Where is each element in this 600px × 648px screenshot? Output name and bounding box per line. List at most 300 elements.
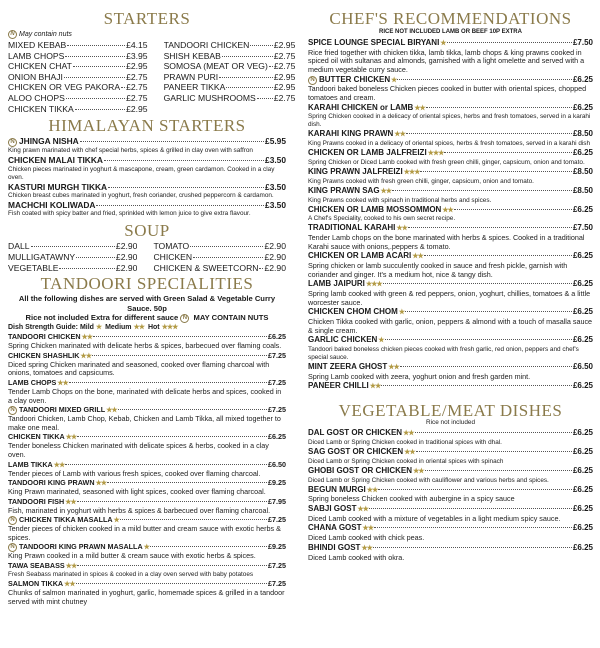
item-name bbox=[308, 186, 391, 197]
item-name-text: GARLIC CHICKEN bbox=[308, 335, 378, 345]
starters-right bbox=[164, 40, 296, 114]
item-price: £2.90 bbox=[115, 262, 138, 273]
star-icon: ★★ bbox=[356, 506, 368, 514]
item-price: £6.25 bbox=[572, 504, 593, 514]
item-price: £2.95 bbox=[126, 61, 148, 72]
menu-item bbox=[308, 167, 593, 186]
item-price: £6.50 bbox=[572, 362, 593, 372]
star-icon: ★★ bbox=[441, 206, 453, 214]
item-price: £2.90 bbox=[115, 251, 138, 262]
item-name-text: KING PRAWN SAG bbox=[308, 185, 380, 195]
menu-item bbox=[8, 561, 286, 579]
menu-item bbox=[308, 485, 593, 504]
item-name: DALL bbox=[8, 241, 30, 252]
item-header bbox=[308, 103, 593, 114]
item-header bbox=[308, 335, 593, 346]
item-header bbox=[308, 466, 593, 477]
item-description: Tender pieces of chicken cooked in a mild butter and cream sauce with exotic herbs & spices. bbox=[8, 524, 281, 542]
leader-dots bbox=[378, 489, 572, 490]
menu-item bbox=[8, 579, 286, 606]
item-price: £6.25 bbox=[572, 148, 593, 158]
star-icon: ★★ bbox=[395, 225, 407, 233]
item-price: £7.25 bbox=[268, 377, 286, 387]
leader-dots bbox=[31, 246, 115, 247]
nuts-icon: N bbox=[308, 76, 317, 85]
item-description: Chicken pieces marinated in yoghurt & mascapone, cream, green cardamon. Cooked in a clay oven. bbox=[8, 165, 275, 181]
item-name bbox=[8, 182, 107, 192]
star-icon: ★★ bbox=[413, 104, 425, 112]
item-name bbox=[8, 460, 64, 470]
menu-item bbox=[308, 381, 593, 392]
menu-item bbox=[308, 335, 593, 362]
menu-item bbox=[8, 104, 148, 115]
item-name-text: KARAHI KING PRAWN bbox=[308, 129, 394, 139]
star-icon: ★★ bbox=[412, 467, 424, 475]
menu-item bbox=[308, 307, 593, 335]
menu-item bbox=[8, 182, 286, 200]
item-price: £2.75 bbox=[126, 92, 148, 103]
soup-right bbox=[153, 241, 286, 273]
item-price: £2.95 bbox=[273, 82, 296, 93]
item-name: PRAWN PURI bbox=[163, 71, 219, 82]
star-icon: ★★ bbox=[64, 498, 76, 506]
leader-dots bbox=[69, 382, 267, 383]
item-header bbox=[8, 561, 286, 571]
item-name-text: LAMB TIKKA bbox=[8, 459, 53, 469]
item-price: £6.25 bbox=[572, 523, 593, 533]
item-name: GARLIC MUSHROOMS bbox=[163, 92, 256, 103]
item-description: Spring boneless Chicken cooked with aubergine in a spicy sauce bbox=[308, 494, 515, 504]
menu-item bbox=[308, 428, 593, 447]
menu-item bbox=[164, 72, 296, 83]
item-price: £7.25 bbox=[268, 405, 286, 415]
tandoori-note: All the following dishes are served with Green Salad & Vegetable Curry Sauce. 50p bbox=[18, 294, 276, 313]
nuts-icon: N bbox=[8, 30, 17, 39]
star-icon: ★★ bbox=[94, 480, 107, 488]
menu-item bbox=[8, 432, 286, 459]
star-icon: ★★ bbox=[360, 544, 372, 552]
strength-guide: Dish Strength Guide: Mild ★ Medium ★★ Hot ★★★ bbox=[8, 324, 178, 332]
leader-dots bbox=[190, 246, 263, 247]
item-description: Chunks of salmon marinated in yoghurt, garlic, homemade spices & grilled in a tandoor served with mint chutney bbox=[8, 588, 285, 606]
item-description: Diced spring Chicken marinated and seasoned, cooked over flaming charcoal with onions, tomatoes and capsicums. bbox=[8, 359, 270, 378]
nuts-icon: N bbox=[180, 314, 189, 323]
item-header bbox=[308, 186, 593, 197]
item-price: £8.50 bbox=[572, 166, 593, 176]
left-column bbox=[8, 0, 296, 606]
item-name-text: CHANA GOST bbox=[308, 523, 362, 533]
leader-dots bbox=[415, 432, 572, 433]
leader-dots bbox=[107, 482, 267, 483]
menu-item bbox=[8, 378, 286, 405]
star-icon: ★★★ bbox=[402, 168, 420, 176]
star-icon: ★★ bbox=[402, 430, 414, 438]
menu-item bbox=[308, 38, 593, 75]
item-name-text: KASTURI MURGH TIKKA bbox=[8, 181, 108, 192]
leader-dots bbox=[373, 547, 572, 548]
item-price: £6.25 bbox=[572, 465, 593, 475]
leader-dots bbox=[73, 66, 125, 67]
item-price: £9.25 bbox=[268, 542, 286, 552]
leader-dots bbox=[66, 98, 125, 99]
item-description: King Prawns cooked with fresh green chilli, ginger, capsicum, onion and tomato. bbox=[308, 177, 534, 185]
leader-dots bbox=[120, 519, 267, 520]
star-icon: ★★ bbox=[133, 324, 145, 332]
item-price: £6.25 bbox=[572, 251, 593, 261]
star-icon: ★★ bbox=[361, 525, 373, 533]
item-price: £2.90 bbox=[264, 251, 286, 262]
item-name-text: MINT ZEERA GHOST bbox=[308, 362, 388, 372]
nuts-icon: N bbox=[8, 516, 17, 525]
item-name: CHICKEN & SWEETCORN bbox=[153, 262, 259, 273]
item-price: £6.25 bbox=[572, 428, 593, 438]
item-name-text: CHICKEN OR LAMB MOSSOMMON bbox=[308, 204, 442, 214]
item-name: SHISH KEBAB bbox=[163, 50, 221, 61]
chefs-subtitle: RICE NOT INCLUDED LAMB OR BEEF 10P EXTRA bbox=[379, 29, 522, 35]
item-description: Diced Lamb or Spring Chicken cooked in oriental spices with spinach bbox=[308, 457, 504, 465]
nuts-icon: N bbox=[8, 543, 17, 552]
menu-item bbox=[8, 478, 286, 497]
star-icon: ★ bbox=[377, 337, 384, 345]
leader-dots bbox=[104, 160, 264, 161]
item-name bbox=[308, 381, 380, 392]
menu-item bbox=[153, 263, 286, 274]
menu-item bbox=[8, 405, 286, 432]
leader-dots bbox=[369, 508, 572, 509]
item-price: £7.25 bbox=[268, 350, 286, 360]
item-price: £2.75 bbox=[273, 50, 296, 61]
item-name bbox=[308, 447, 415, 458]
item-price: £6.25 bbox=[572, 381, 593, 391]
leader-dots bbox=[269, 66, 273, 67]
leader-dots bbox=[381, 385, 572, 386]
item-price: £3.95 bbox=[126, 50, 148, 61]
menu-item bbox=[308, 504, 593, 523]
menu-item bbox=[308, 75, 593, 103]
item-header bbox=[308, 428, 593, 439]
menu-item bbox=[164, 61, 296, 72]
leader-dots bbox=[374, 527, 572, 528]
item-name bbox=[308, 466, 424, 477]
leader-dots bbox=[454, 209, 572, 210]
menu-item bbox=[8, 51, 148, 62]
menu-item bbox=[164, 93, 296, 104]
star-icon: ★ bbox=[390, 76, 397, 84]
menu-item bbox=[8, 200, 286, 218]
item-name: CHICKEN bbox=[153, 251, 193, 262]
star-icon: ★★ bbox=[56, 379, 68, 387]
soup-heading: SOUP bbox=[124, 221, 170, 241]
item-name-text: PANEER CHILLI bbox=[308, 381, 369, 391]
item-description: King Prawns cooked in a delicacy of oriental spices, herbs & fresh tomatoes, served in a karahi dish bbox=[308, 140, 591, 148]
star-icon: ★★ bbox=[379, 187, 392, 195]
item-price: £7.50 bbox=[572, 38, 593, 47]
item-name bbox=[308, 428, 414, 439]
soup-left bbox=[8, 241, 137, 273]
star-icon: ★ bbox=[397, 309, 405, 317]
item-price: £2.75 bbox=[273, 92, 296, 103]
item-name bbox=[308, 103, 425, 114]
item-description: Tender pieces of Lamb with various fresh spices, cooked over flaming charcoal. bbox=[8, 468, 261, 478]
item-description: Spring lamb cooked with green & red peppers, onion, yoghurt, chillies, tomatoes & a little worcester sauce. bbox=[308, 289, 591, 307]
item-description: King Prawn cooked in a mild butter & cream sauce with exotic herbs & spices. bbox=[8, 551, 256, 561]
menu-item bbox=[308, 466, 593, 485]
menu-item bbox=[8, 136, 286, 155]
item-name-text: TRADITIONAL KARAHI bbox=[308, 223, 396, 233]
item-price: £3.50 bbox=[265, 199, 286, 210]
item-name: TANDOORI CHICKEN bbox=[163, 40, 250, 50]
himalayan-heading: HIMALAYAN STARTERS bbox=[48, 116, 246, 136]
star-icon: ★★★ bbox=[161, 324, 178, 332]
leader-dots bbox=[77, 501, 267, 502]
item-name-text: DAL GOST OR CHICKEN bbox=[308, 428, 403, 438]
menu-item bbox=[308, 543, 593, 562]
item-description: King Prawns cooked with spinach in traditional herbs and spices. bbox=[308, 196, 492, 204]
item-name: ONION BHAJI bbox=[8, 71, 63, 82]
leader-dots bbox=[425, 470, 572, 471]
item-name: LAMB CHOPS bbox=[8, 50, 65, 61]
chefs-heading: CHEF'S RECOMMENDATIONS bbox=[329, 9, 572, 28]
leader-dots bbox=[67, 45, 125, 46]
item-name-text: KING PRAWN JALFREIZI bbox=[308, 166, 403, 176]
leader-dots bbox=[257, 98, 273, 99]
right-column bbox=[308, 0, 593, 562]
menu-item bbox=[8, 61, 148, 72]
item-price: £6.25 bbox=[572, 335, 593, 345]
item-price: £2.90 bbox=[115, 241, 138, 252]
menu-item bbox=[8, 155, 286, 181]
star-icon: ★★★ bbox=[426, 150, 444, 158]
item-name-text: TANDOORI CHICKEN bbox=[8, 332, 81, 342]
leader-dots bbox=[121, 87, 125, 88]
star-icon: ★★ bbox=[64, 434, 77, 442]
item-price: £2.95 bbox=[126, 103, 148, 114]
item-name bbox=[308, 205, 453, 216]
star-icon: ★★ bbox=[63, 581, 75, 589]
item-name-text: CHICKEN MALAI TIKKA bbox=[8, 155, 103, 166]
item-name-text: JHINGA NISHA bbox=[19, 136, 79, 147]
star-icon: ★★ bbox=[368, 383, 381, 391]
item-price: £6.25 bbox=[268, 432, 286, 442]
item-name bbox=[8, 200, 95, 210]
starters-left bbox=[8, 40, 148, 114]
leader-dots bbox=[408, 227, 572, 228]
item-description: Fish, marinated in yoghurt with herbs & spices & barbecued over flaming charcoal. bbox=[8, 505, 271, 515]
item-name: MIXED KEBAB bbox=[8, 40, 67, 50]
item-name bbox=[308, 543, 372, 554]
nuts-icon: N bbox=[8, 406, 17, 415]
item-name: CHICKEN OR VEG PAKORA bbox=[8, 82, 121, 93]
item-description: Tandoori baked boneless chicken pieces cooked with fresh garlic, red onion, peppers and chef's special sauce. bbox=[308, 346, 579, 362]
item-name: CHICKEN TIKKA bbox=[8, 103, 74, 114]
leader-dots bbox=[65, 464, 267, 465]
item-name bbox=[8, 136, 79, 147]
item-name-text: CHICKEN OR LAMB ACARI bbox=[308, 251, 412, 261]
item-name-text: SAG GOST OR CHICKEN bbox=[308, 447, 404, 457]
item-header bbox=[308, 447, 593, 458]
nuts-icon: N bbox=[8, 138, 17, 147]
leader-dots bbox=[193, 257, 263, 258]
menu-item bbox=[308, 129, 593, 148]
menu-item bbox=[308, 251, 593, 279]
leader-dots bbox=[416, 451, 572, 452]
menu-item bbox=[308, 103, 593, 130]
item-name bbox=[308, 148, 443, 159]
item-name: CHICKEN CHAT bbox=[8, 61, 72, 72]
item-price: £8.50 bbox=[572, 185, 593, 195]
item-description: Spring Chicken cooked in a delicacy of oriental spices, herbs and fresh tomatoes, served in a karahi dish. bbox=[308, 113, 591, 129]
item-name-text: SABJI GOST bbox=[308, 504, 357, 514]
star-icon: ★★ bbox=[411, 253, 423, 261]
menu-item bbox=[308, 362, 593, 381]
item-price: £7.50 bbox=[572, 223, 593, 233]
item-description: Tandoori baked boneless Chicken pieces cooked in butter with oriental spices, chopped tomatoes and cream. bbox=[308, 84, 587, 102]
item-name-text: CHICKEN CHOM CHOM bbox=[308, 307, 398, 317]
item-description: A Chef's Speciality, cooked to his own secret recipe. bbox=[308, 215, 456, 223]
leader-dots bbox=[400, 366, 572, 367]
leader-dots bbox=[219, 77, 273, 78]
menu-item bbox=[8, 497, 286, 516]
item-header bbox=[8, 460, 286, 470]
item-name-text: SALMON TIKKA bbox=[8, 579, 64, 589]
menu-item bbox=[164, 51, 296, 62]
item-header bbox=[308, 205, 593, 216]
item-price: £5.95 bbox=[265, 136, 286, 147]
chefs-list bbox=[308, 38, 593, 392]
item-name: SOMOSA (MEAT OR VEG) bbox=[163, 61, 268, 72]
item-header bbox=[308, 381, 593, 392]
leader-dots bbox=[444, 152, 572, 153]
item-description: Chicken breast cubes marinated in yoghurt, fresh coriander, crushed peppercorn & cardamon. bbox=[8, 191, 274, 199]
leader-dots bbox=[118, 409, 267, 410]
item-price: £2.90 bbox=[264, 262, 286, 273]
star-icon: ★ bbox=[95, 324, 102, 332]
item-description: Diced Lamb cooked with a mixture of vegetables in a light medium spicy sauce. bbox=[308, 513, 561, 523]
item-name-text: CHICKEN TIKKA bbox=[8, 432, 65, 442]
menu-item bbox=[308, 447, 593, 466]
item-description: Fresh Seabass marinated in spices & cooked in a clay oven served with baby potatoes bbox=[8, 571, 254, 579]
item-price: £2.75 bbox=[126, 82, 148, 93]
menu-item bbox=[8, 93, 148, 104]
item-name-text: BEGUN MURGI bbox=[308, 484, 366, 494]
star-icon: ★★★ bbox=[364, 281, 382, 289]
item-price: £6.25 bbox=[572, 307, 593, 317]
menu-item bbox=[164, 40, 296, 51]
item-price: £2.75 bbox=[273, 61, 296, 72]
item-description: Tandoori Chicken, Lamb Chop, Kebab, Chicken and Lamb Tikka, all mixed together to make one meal. bbox=[8, 414, 281, 432]
item-name: MULLIGATAWNY bbox=[8, 251, 76, 262]
item-price: £2.90 bbox=[264, 241, 286, 252]
menu-item bbox=[308, 223, 593, 251]
menu-item bbox=[308, 279, 593, 307]
star-icon: ★★ bbox=[387, 364, 399, 372]
item-description: Chicken Tikka cooked with garlic, onion, peppers & almond with a touch of masalla sauce & single cream. bbox=[308, 317, 593, 335]
leader-dots bbox=[424, 255, 572, 256]
item-description: Tender boneless Chicken marinated with delicate spices & herbs, cooked in a clay oven. bbox=[8, 441, 269, 459]
item-name bbox=[8, 561, 76, 571]
menu-item bbox=[8, 82, 148, 93]
menu-item bbox=[8, 72, 148, 83]
item-description: Spring Chicken or Diced Lamb cooked with fresh green chilli, ginger, capsicum, onion and tomato. bbox=[308, 158, 585, 166]
menu-item bbox=[8, 40, 148, 51]
item-name-text: TAWA SEABASS bbox=[8, 561, 65, 571]
starters-list bbox=[8, 40, 296, 114]
himalayan-list bbox=[8, 136, 286, 218]
menu-item bbox=[308, 186, 593, 205]
menu-item bbox=[153, 241, 286, 252]
item-price: £6.25 bbox=[572, 447, 593, 457]
item-name: PANEER TIKKA bbox=[163, 82, 226, 93]
item-description: Diced Lamb cooked with chick peas. bbox=[308, 533, 425, 543]
item-header bbox=[308, 148, 593, 159]
item-header bbox=[308, 543, 593, 554]
menu-item bbox=[8, 515, 286, 542]
item-price: £7.95 bbox=[268, 496, 286, 506]
item-name-text: MACHCHI KOLIWADA bbox=[8, 199, 96, 210]
item-header bbox=[8, 136, 286, 147]
menu-item bbox=[8, 332, 286, 351]
item-description: King prawn marinated with chef special herbs, spices & grilled in clay oven with saffron bbox=[8, 147, 253, 155]
item-name-text: GHOBI GOST OR CHICKEN bbox=[308, 465, 413, 475]
item-price: £6.25 bbox=[572, 484, 593, 494]
star-icon: ★★ bbox=[80, 334, 93, 342]
item-price: £4.15 bbox=[126, 40, 148, 50]
item-price: £8.50 bbox=[572, 129, 593, 139]
leader-dots bbox=[80, 141, 264, 142]
item-name-text: TANDOORI FISH bbox=[8, 496, 65, 506]
menu-item bbox=[308, 205, 593, 224]
leader-dots bbox=[420, 171, 572, 172]
item-description: Rice fried together with chicken tikka, lamb tikka, lamb chops & king prawns cooked in spiced oil with sultanas and almonds, garnished with a light omelette and served with a medium vegetable curry sauce. bbox=[308, 47, 585, 74]
menu-item bbox=[308, 148, 593, 167]
item-header bbox=[8, 155, 286, 165]
leader-dots bbox=[250, 45, 272, 46]
item-price: £6.25 bbox=[572, 74, 593, 84]
star-icon: ★ bbox=[439, 40, 446, 47]
item-price: £7.25 bbox=[268, 579, 286, 589]
menu-item bbox=[153, 252, 286, 263]
item-price: £3.50 bbox=[265, 181, 286, 192]
menu-item bbox=[308, 523, 593, 542]
menu-item bbox=[164, 82, 296, 93]
item-price: £6.50 bbox=[268, 459, 286, 469]
leader-dots bbox=[75, 109, 125, 110]
menu-item bbox=[8, 542, 286, 561]
item-price: £6.25 bbox=[572, 102, 593, 112]
leader-dots bbox=[108, 187, 264, 188]
item-name bbox=[308, 129, 405, 140]
leader-dots bbox=[405, 311, 572, 312]
item-name-text: CHICKEN TIKKA MASALLA bbox=[19, 515, 113, 525]
leader-dots bbox=[93, 336, 267, 337]
item-header bbox=[308, 167, 593, 178]
leader-dots bbox=[65, 56, 125, 57]
leader-dots bbox=[92, 355, 267, 356]
star-icon: ★★ bbox=[365, 486, 378, 494]
item-name-text: TANDOORI KING PRAWN bbox=[8, 478, 95, 488]
leader-dots bbox=[150, 546, 267, 547]
item-name-text: CHICKEN OR LAMB JALFREIZI bbox=[308, 148, 427, 158]
leader-dots bbox=[96, 205, 264, 206]
starters-heading: STARTERS bbox=[103, 9, 191, 28]
leader-dots bbox=[426, 107, 572, 108]
star-icon: ★★ bbox=[64, 563, 77, 571]
item-description: King Prawn marinated, seasoned with light spices, cooked over flaming charcoal. bbox=[8, 487, 266, 497]
item-name-text: LAMB JAIPURI bbox=[308, 279, 365, 289]
star-icon: ★ bbox=[112, 517, 119, 525]
item-header bbox=[308, 129, 593, 140]
item-name bbox=[308, 167, 419, 178]
